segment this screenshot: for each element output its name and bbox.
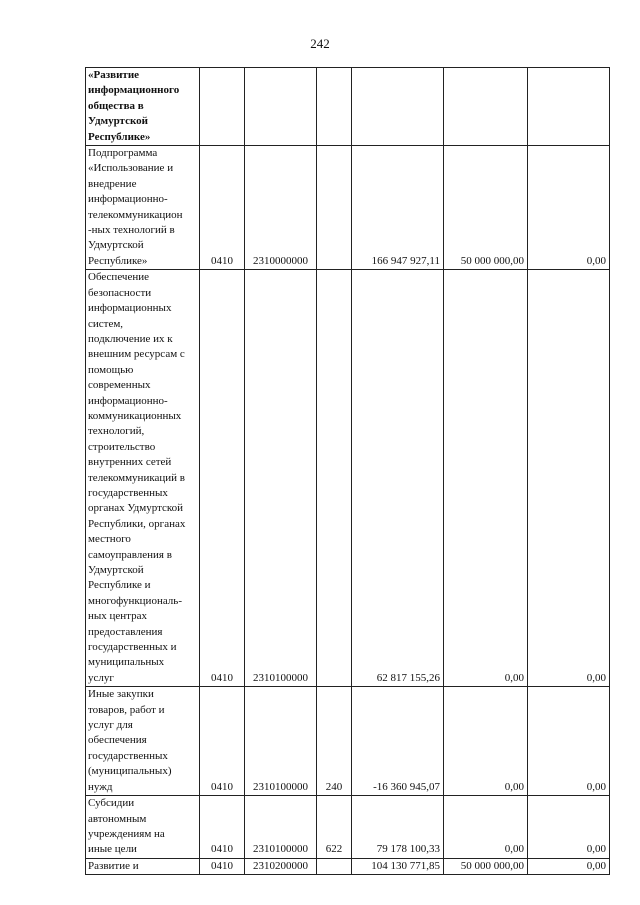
- expense-type-cell: 240: [317, 687, 352, 796]
- last-value-cell: 0,00: [528, 270, 610, 687]
- row-name: Развитие и: [86, 858, 200, 874]
- change-cell: 0,00: [444, 270, 528, 687]
- amount-cell: 104 130 771,85: [352, 858, 444, 874]
- target-code-cell: 2310000000: [245, 146, 317, 270]
- last-value-cell: 0,00: [528, 146, 610, 270]
- amount-cell: [352, 68, 444, 146]
- table-row: [86, 858, 610, 874]
- change-cell: 50 000 000,00: [444, 858, 528, 874]
- target-code-cell: 2310100000: [245, 687, 317, 796]
- amount-cell: 62 817 155,26: [352, 270, 444, 687]
- section-code-cell: 0410: [200, 687, 245, 796]
- target-code-cell: 2310100000: [245, 796, 317, 859]
- change-cell: 0,00: [444, 796, 528, 859]
- expense-type-cell: 622: [317, 796, 352, 859]
- section-code-cell: 0410: [200, 146, 245, 270]
- target-code-cell: 2310100000: [245, 270, 317, 687]
- section-code-cell: [200, 68, 245, 146]
- expense-type-cell: [317, 68, 352, 146]
- last-value-cell: 0,00: [528, 796, 610, 859]
- section-code-cell: 0410: [200, 858, 245, 874]
- row-name: Иные закупки товаров, работ и услуг для обеспечения государственных (муниципальных) нужд: [86, 687, 200, 796]
- row-name: Подпрограмма «Использование и внедрение информационно- телекоммуникацион -ных технологий в Удмуртской Республике»: [86, 146, 200, 270]
- target-code-cell: 2310200000: [245, 858, 317, 874]
- last-value-cell: [528, 68, 610, 146]
- budget-table: [85, 67, 610, 875]
- expense-type-cell: [317, 270, 352, 687]
- table-row: [86, 796, 610, 859]
- table-row: [86, 68, 610, 146]
- last-value-cell: 0,00: [528, 858, 610, 874]
- change-cell: 50 000 000,00: [444, 146, 528, 270]
- target-code-cell: [245, 68, 317, 146]
- amount-cell: 166 947 927,11: [352, 146, 444, 270]
- expense-type-cell: [317, 858, 352, 874]
- last-value-cell: 0,00: [528, 687, 610, 796]
- amount-cell: 79 178 100,33: [352, 796, 444, 859]
- page-number: 242: [310, 36, 330, 51]
- table-row: [86, 687, 610, 796]
- section-code-cell: 0410: [200, 796, 245, 859]
- amount-cell: -16 360 945,07: [352, 687, 444, 796]
- row-name: Субсидии автономным учреждениям на иные цели: [86, 796, 200, 859]
- expense-type-cell: [317, 146, 352, 270]
- section-code-cell: 0410: [200, 270, 245, 687]
- row-name: «Развитие информационного общества в Удмуртской Республике»: [86, 68, 200, 146]
- row-name: Обеспечение безопасности информационных систем, подключение их к внешним ресурсам с помощью современных информационно- коммуникационных технологий, строительство внутренних сетей телекоммуникаций в государственных органах Удмуртской Республики, органах местного самоуправления в Удмуртской Республике и многофункциональ- ных центрах предоставления государственных и муниципальных услуг: [86, 270, 200, 687]
- table-row: [86, 146, 610, 270]
- change-cell: [444, 68, 528, 146]
- change-cell: 0,00: [444, 687, 528, 796]
- table-row: [86, 270, 610, 687]
